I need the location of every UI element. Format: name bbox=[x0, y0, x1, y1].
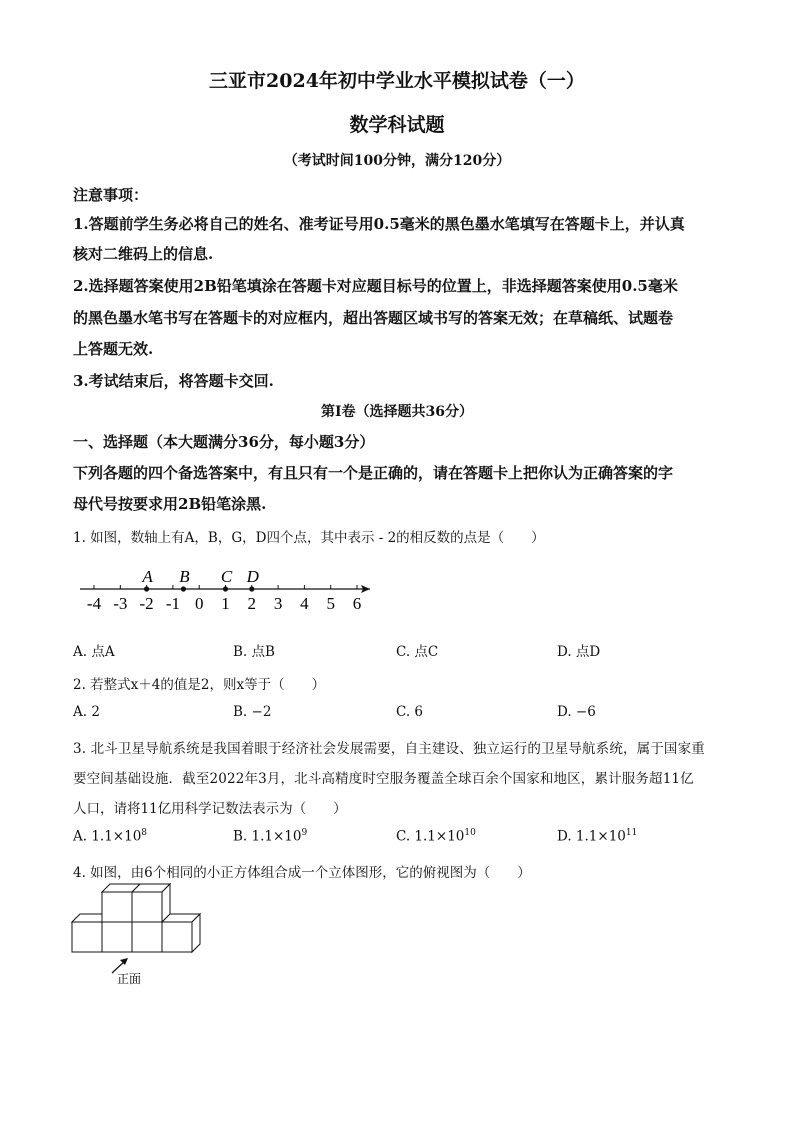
axis-tick-label: 0 bbox=[194, 594, 204, 613]
axis-tick-label: 2 bbox=[247, 594, 257, 613]
q3-option-a-base: A. 1.1×10 bbox=[73, 828, 142, 845]
point-marker-A bbox=[144, 586, 149, 591]
q3-option-b[interactable] bbox=[233, 828, 307, 845]
note-3: 3.考试结束后，将答题卡交回. bbox=[73, 372, 274, 390]
cube-front-face bbox=[102, 892, 132, 922]
q1-option-c[interactable]: C. 点C bbox=[396, 644, 439, 660]
point-label-A: A bbox=[142, 567, 153, 586]
number-line-figure bbox=[70, 560, 390, 620]
notes-heading: 注意事项： bbox=[73, 186, 149, 204]
question-3-stem-line-2: 要空间基础设施．截至2022年3月，北斗高精度时空服务覆盖全球百余个国家和地区，累计服务超11亿 bbox=[73, 771, 694, 787]
axis-tick-label: 1 bbox=[221, 594, 230, 613]
point-label-C: C bbox=[220, 567, 233, 586]
q2-option-d[interactable]: D. −6 bbox=[557, 704, 596, 720]
note-1-line-2: 核对二维码上的信息. bbox=[73, 245, 214, 263]
part-title: 第Ⅰ卷（选择题共36分） bbox=[320, 404, 474, 420]
q3-option-d[interactable] bbox=[557, 828, 637, 845]
question-4-stem: 4. 如图，由6个相同的小正方体组合成一个立体图形，它的俯视图为（ ） bbox=[73, 865, 531, 881]
question-3-stem-line-3: 人口，请将11亿用科学记数法表示为（ ） bbox=[73, 801, 347, 817]
axis-tick-label: 6 bbox=[352, 594, 362, 613]
point-marker-D bbox=[249, 586, 254, 591]
axis-tick-label: -3 bbox=[113, 594, 128, 613]
exam-time-note: （考试时间100分钟，满分120分） bbox=[283, 153, 511, 169]
q3-option-b-base: B. 1.1×10 bbox=[233, 828, 302, 845]
point-label-D: D bbox=[246, 567, 259, 586]
q3-option-c-exponent: 10 bbox=[464, 828, 476, 838]
note-2-line-2: 的黑色墨水笔书写在答题卡的对应框内，超出答题区域书写的答案无效；在草稿纸、试题卷 bbox=[73, 309, 674, 327]
question-1-stem: 1. 如图，数轴上有A，B，G，D四个点，其中表示 - 2的相反数的点是（ ） bbox=[73, 530, 545, 546]
axis-tick-label: -1 bbox=[165, 594, 180, 613]
q2-option-a[interactable]: A. 2 bbox=[73, 704, 100, 720]
question-3-stem-line-1: 3. 北斗卫星导航系统是我国着眼于经济社会发展需要，自主建设、独立运行的卫星导航系统，属于国家重 bbox=[73, 741, 705, 757]
q3-option-c-base: C. 1.1×10 bbox=[396, 828, 465, 845]
q2-option-b[interactable]: B. −2 bbox=[233, 704, 272, 720]
q1-option-d[interactable]: D. 点D bbox=[557, 644, 601, 660]
q3-option-b-exponent: 9 bbox=[301, 828, 308, 838]
q3-option-a-exponent: 8 bbox=[141, 828, 148, 838]
axis-tick-label: -2 bbox=[139, 594, 154, 613]
cube-front-face bbox=[132, 922, 162, 952]
exam-subtitle: 数学科试题 bbox=[349, 114, 445, 136]
axis-tick-label: 3 bbox=[273, 594, 283, 613]
note-1-line-1: 1.答题前学生务必将自己的姓名、准考证号用0.5毫米的黑色墨水笔填写在答题卡上，并认真 bbox=[73, 215, 685, 233]
question-2-stem: 2. 若整式x＋4的值是2，则x等于（ ） bbox=[73, 677, 326, 693]
q1-option-b[interactable]: B. 点B bbox=[233, 644, 275, 660]
section-heading: 一、选择题（本大题满分36分，每小题3分） bbox=[73, 433, 375, 451]
point-marker-C bbox=[223, 586, 228, 591]
exam-title: 三亚市2024年初中学业水平模拟试卷（一） bbox=[209, 70, 585, 92]
axis-tick-label: 4 bbox=[300, 594, 309, 613]
axis-tick-label: 5 bbox=[326, 594, 335, 613]
section-instruction-line-1: 下列各题的四个备选答案中，有且只有一个是正确的，请在答题卡上把你认为正确答案的字 bbox=[73, 464, 674, 482]
q3-option-d-exponent: 11 bbox=[625, 828, 638, 838]
q2-option-c[interactable]: C. 6 bbox=[396, 704, 424, 720]
q3-option-c[interactable] bbox=[396, 828, 476, 845]
section-instruction-line-2: 母代号按要求用2B铅笔涂黑. bbox=[73, 495, 267, 513]
q1-option-a[interactable]: A. 点A bbox=[73, 644, 115, 660]
point-marker-B bbox=[181, 586, 186, 591]
point-label-B: B bbox=[179, 567, 190, 586]
cube-front-face bbox=[72, 922, 102, 952]
cube-front-face bbox=[162, 922, 192, 952]
note-2-line-1: 2.选择题答案使用2B铅笔填涂在答题卡对应题目标号的位置上，非选择题答案使用0.5毫米 bbox=[73, 277, 678, 295]
front-view-label: 正面 bbox=[117, 972, 142, 986]
axis-tick-label: -4 bbox=[86, 594, 102, 613]
q3-option-d-base: D. 1.1×10 bbox=[557, 828, 626, 845]
q3-option-a[interactable] bbox=[73, 828, 147, 845]
cube-stack-figure bbox=[70, 882, 210, 992]
note-2-line-3: 上答题无效. bbox=[73, 340, 154, 358]
cube-front-face bbox=[102, 922, 132, 952]
cube-top-face bbox=[72, 914, 102, 922]
cube-front-face bbox=[132, 892, 162, 922]
